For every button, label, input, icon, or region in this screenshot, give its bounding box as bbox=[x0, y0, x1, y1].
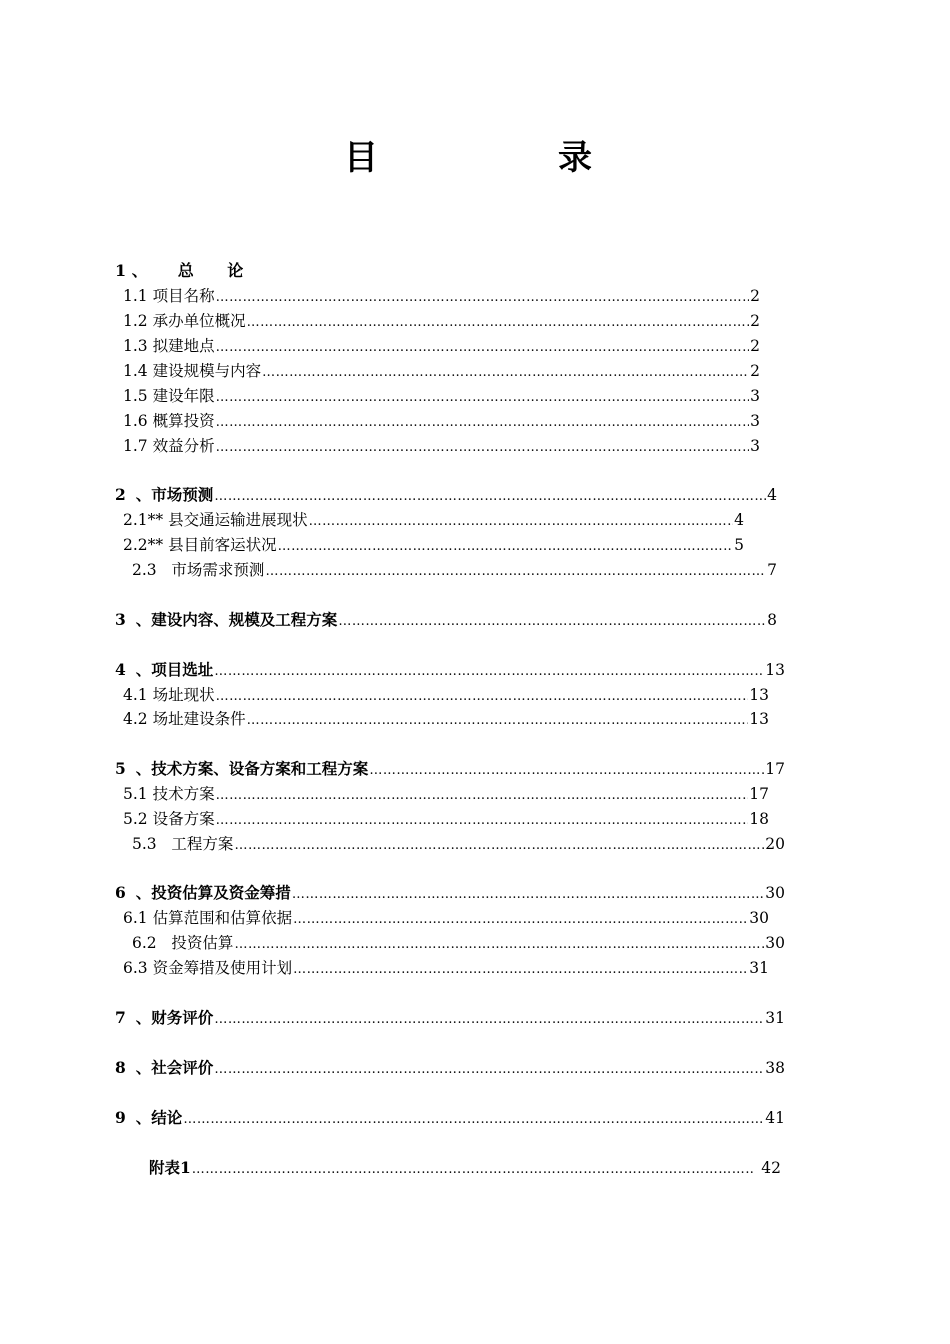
toc-entry-label: 6.1 估算范围和估算依据 bbox=[123, 909, 293, 927]
toc-section-label: 、市场预测 bbox=[135, 485, 214, 504]
toc-entry-page: 18 bbox=[749, 810, 769, 828]
toc-section-page: 38 bbox=[765, 1059, 785, 1077]
toc-entry-page: 13 bbox=[749, 710, 769, 728]
toc-leader-dots bbox=[216, 437, 750, 457]
toc-section-number: 7 bbox=[115, 1008, 126, 1027]
toc-entry-label: 1.5 建设年限 bbox=[123, 387, 215, 405]
toc-section-page: 17 bbox=[765, 760, 785, 778]
toc-entry-label: 1.3 拟建地点 bbox=[123, 337, 215, 355]
toc-entry-page: 2 bbox=[750, 337, 760, 355]
toc-leader-dots bbox=[192, 1159, 756, 1179]
toc-entry[interactable] bbox=[123, 808, 769, 830]
toc-section-label: 、投资估算及资金筹措 bbox=[135, 883, 291, 902]
toc-leader-dots bbox=[234, 934, 764, 954]
toc-section[interactable] bbox=[115, 758, 785, 780]
toc-leader-dots bbox=[293, 959, 748, 979]
toc-section[interactable] bbox=[115, 882, 785, 904]
toc-section-label: 、结论 bbox=[135, 1108, 183, 1127]
toc-section-number: 5 bbox=[115, 759, 126, 778]
toc-section[interactable] bbox=[115, 1057, 785, 1079]
toc-section-label: 、社会评价 bbox=[135, 1058, 214, 1077]
toc-leader-dots bbox=[292, 884, 764, 904]
toc-entry-page: 3 bbox=[750, 437, 760, 455]
toc-entry-page: 3 bbox=[750, 387, 760, 405]
toc-section-page: 41 bbox=[765, 1109, 785, 1127]
toc-leader-dots bbox=[214, 486, 766, 506]
toc-leader-dots bbox=[216, 785, 749, 805]
toc-section-label: 、建设内容、规模及工程方案 bbox=[135, 610, 338, 629]
toc-leader-dots bbox=[247, 710, 749, 730]
toc-entry-label: 6.3 资金筹措及使用计划 bbox=[123, 959, 293, 977]
toc-entry-page: 7 bbox=[767, 561, 777, 579]
toc-entry[interactable] bbox=[123, 509, 744, 531]
toc-section-page: 8 bbox=[767, 611, 777, 629]
toc-leader-dots bbox=[278, 536, 734, 556]
toc-entry-page: 2 bbox=[750, 287, 760, 305]
title-char-right: 录 bbox=[558, 138, 592, 178]
toc-leader-dots bbox=[265, 561, 766, 581]
toc-entry-label: 1.1 项目名称 bbox=[123, 287, 215, 305]
toc-heading-number: 1 、 bbox=[115, 261, 148, 280]
toc-leader-dots bbox=[216, 287, 750, 307]
toc-entry[interactable] bbox=[123, 783, 769, 805]
toc-entry[interactable] bbox=[123, 684, 769, 706]
toc-leader-dots bbox=[234, 835, 764, 855]
toc-entry-page: 3 bbox=[750, 412, 760, 430]
toc-entry[interactable] bbox=[132, 559, 777, 581]
toc-section[interactable] bbox=[115, 1107, 785, 1129]
toc-entry-label: 4.1 场址现状 bbox=[123, 686, 215, 704]
toc-entry-page: 30 bbox=[765, 934, 785, 952]
toc-leader-dots bbox=[247, 312, 750, 332]
toc-leader-dots bbox=[216, 686, 749, 706]
toc-entry-page: 2 bbox=[750, 362, 760, 380]
toc-entry-page: 13 bbox=[749, 686, 769, 704]
toc-appendix-page: 42 bbox=[756, 1159, 781, 1177]
toc-entry-label: 5.1 技术方案 bbox=[123, 785, 215, 803]
toc-leader-dots bbox=[216, 337, 750, 357]
toc-entry[interactable] bbox=[132, 833, 785, 855]
toc-entry[interactable] bbox=[123, 335, 760, 357]
toc-entry-label: 4.2 场址建设条件 bbox=[123, 710, 246, 728]
title-char-left: 目 bbox=[344, 138, 378, 178]
toc-entry-page: 30 bbox=[749, 909, 769, 927]
toc-heading-label: 总 论 bbox=[177, 261, 258, 280]
toc-section[interactable] bbox=[115, 659, 785, 681]
toc-entry-label: 6.2 投资估算 bbox=[132, 934, 234, 952]
toc-leader-dots bbox=[293, 909, 748, 929]
toc-entry-page: 20 bbox=[765, 835, 785, 853]
toc-entry-label: 1.4 建设规模与内容 bbox=[123, 362, 262, 380]
toc-leader-dots bbox=[309, 511, 734, 531]
toc-leader-dots bbox=[216, 412, 750, 432]
toc-entry[interactable] bbox=[123, 360, 760, 382]
toc-entry[interactable] bbox=[123, 385, 760, 407]
toc-entry-label: 2.1** 县交通运输进展现状 bbox=[123, 511, 308, 529]
toc-leader-dots bbox=[214, 661, 764, 681]
toc-leader-dots bbox=[214, 1009, 764, 1029]
toc-entry[interactable] bbox=[132, 932, 785, 954]
toc-entry-page: 5 bbox=[734, 536, 744, 554]
toc-leader-dots bbox=[216, 387, 750, 407]
toc-section-number: 6 bbox=[115, 883, 126, 902]
toc-appendix-label: 附表1 bbox=[149, 1158, 191, 1177]
toc-entry-label: 1.7 效益分析 bbox=[123, 437, 215, 455]
toc-entry[interactable] bbox=[123, 410, 760, 432]
toc-entry-page: 31 bbox=[749, 959, 769, 977]
toc-section-label: 、技术方案、设备方案和工程方案 bbox=[135, 759, 369, 778]
toc-entry-label: 2.3 市场需求预测 bbox=[132, 561, 265, 579]
toc-section-number: 4 bbox=[115, 660, 126, 679]
toc-entry-label: 1.6 概算投资 bbox=[123, 412, 215, 430]
toc-entry[interactable] bbox=[123, 435, 760, 457]
toc-leader-dots bbox=[338, 611, 766, 631]
toc-entry-label: 5.2 设备方案 bbox=[123, 810, 215, 828]
toc-leader-dots bbox=[216, 810, 749, 830]
toc-section-page: 13 bbox=[765, 661, 785, 679]
toc-section-page: 4 bbox=[767, 486, 777, 504]
toc-section-label: 、项目选址 bbox=[135, 660, 214, 679]
toc-section-page: 30 bbox=[765, 884, 785, 902]
toc-entry-page: 4 bbox=[734, 511, 744, 529]
toc-section-page: 31 bbox=[765, 1009, 785, 1027]
toc-entry[interactable] bbox=[123, 957, 769, 979]
toc-entry[interactable] bbox=[123, 310, 760, 332]
toc-entry[interactable] bbox=[123, 708, 769, 730]
toc-section-number: 2 bbox=[115, 485, 126, 504]
toc-entry[interactable] bbox=[123, 285, 760, 307]
toc-section[interactable] bbox=[115, 609, 777, 631]
toc-entry-label: 5.3 工程方案 bbox=[132, 835, 234, 853]
toc-section[interactable] bbox=[115, 484, 777, 506]
toc-entry-page: 2 bbox=[750, 312, 760, 330]
toc-appendix[interactable] bbox=[149, 1157, 781, 1179]
toc-section-label: 、财务评价 bbox=[135, 1008, 214, 1027]
toc-leader-dots bbox=[183, 1109, 764, 1129]
toc-leader-dots bbox=[262, 362, 749, 382]
toc-entry-page: 17 bbox=[749, 785, 769, 803]
toc-entry-label: 1.2 承办单位概况 bbox=[123, 312, 246, 330]
toc-leader-dots bbox=[369, 760, 764, 780]
toc-entry-label: 2.2** 县目前客运状况 bbox=[123, 536, 277, 554]
toc-section-number: 3 bbox=[115, 610, 126, 629]
toc-section[interactable] bbox=[115, 1007, 785, 1029]
toc-section-number: 8 bbox=[115, 1058, 126, 1077]
toc-section-number: 9 bbox=[115, 1108, 126, 1127]
toc-entry[interactable] bbox=[123, 534, 744, 556]
toc-leader-dots bbox=[214, 1059, 764, 1079]
toc-entry[interactable] bbox=[123, 907, 769, 929]
